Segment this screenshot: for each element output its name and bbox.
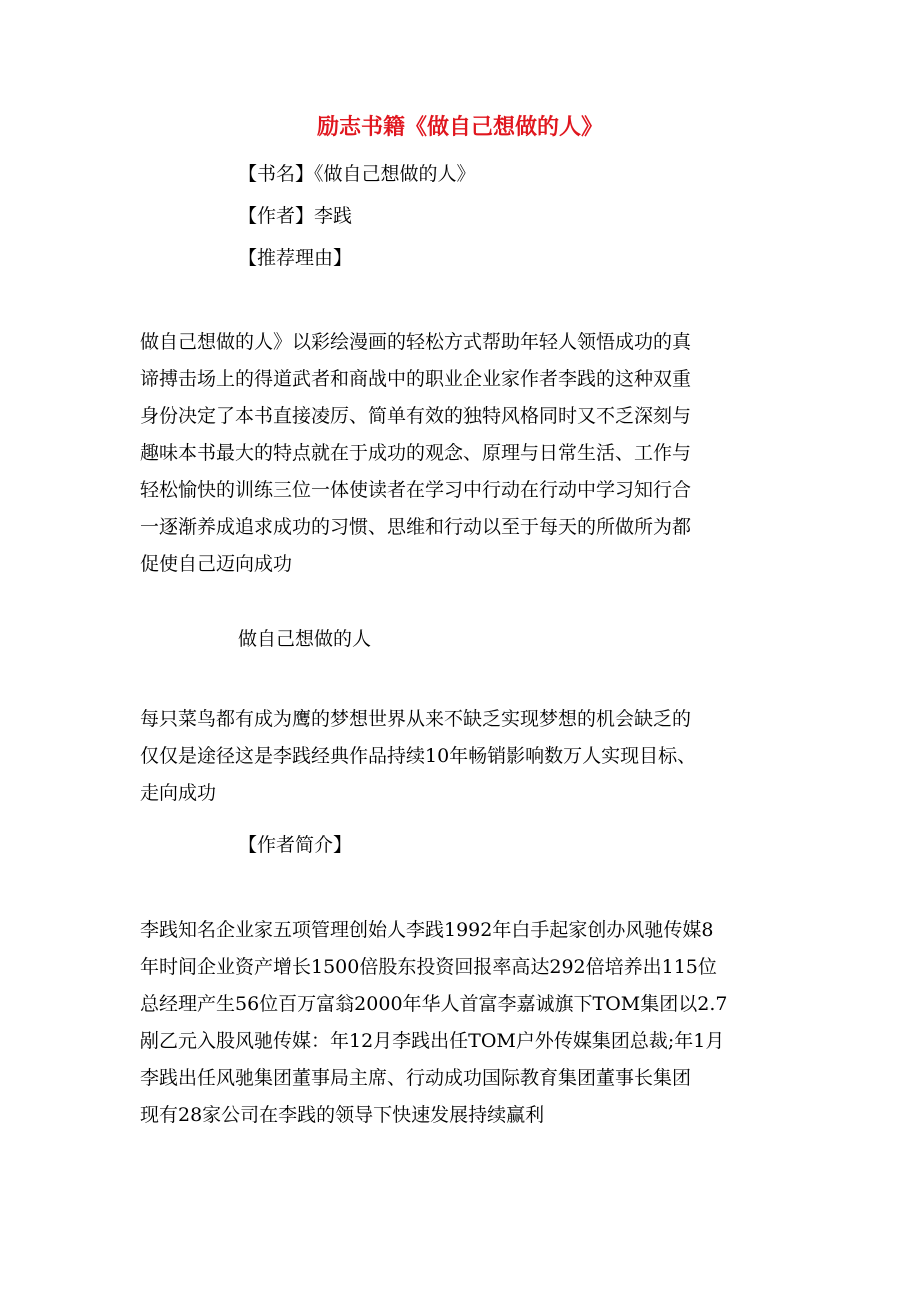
document-title: 励志书籍《做自己想做的人》 xyxy=(316,114,603,140)
paragraph-line: 轻松愉快的训练三位一体使读者在学习中行动在行动中学习知行合 xyxy=(140,479,692,501)
reason-paragraph xyxy=(140,324,790,583)
author-intro-paragraph xyxy=(140,912,790,1134)
paragraph-line: 现有28家公司在李践的领导下快速发展持续赢利 xyxy=(140,1104,545,1126)
paragraph-line: 谛搏击场上的得道武者和商战中的职业企业家作者李践的这种双重 xyxy=(140,368,692,390)
paragraph-line: 年时间企业资产增长1500倍股东投资回报率高达292倍培养出115位 xyxy=(140,956,717,978)
paragraph-line: 剐乙元入股风驰传媒：年12月李践出任TOM户外传媒集团总裁;年1月 xyxy=(140,1030,725,1052)
paragraph-line: 一逐渐养成追求成功的习惯、思维和行动以至于每天的所做所为都 xyxy=(140,516,692,538)
section-subtitle: 做自己想做的人 xyxy=(238,628,372,650)
author-intro-heading: 【作者简介】 xyxy=(238,834,353,856)
paragraph-line: 仅仅是途径这是李践经典作品持续10年畅销影响数万人实现目标、 xyxy=(140,745,697,767)
paragraph-line: 李践知名企业家五项管理创始人李践1992年白手起家创办风驰传媒8 xyxy=(140,919,714,941)
author-line: 【作者】李践 xyxy=(238,205,353,227)
paragraph-line: 走向成功 xyxy=(140,782,217,804)
paragraph-line: 每只菜鸟都有成为鹰的梦想世界从来不缺乏实现梦想的机会缺乏的 xyxy=(140,708,692,730)
paragraph-line: 李践出任风驰集团董事局主席、行动成功国际教育集团董事长集团 xyxy=(140,1067,692,1089)
paragraph-line: 总经理产生56位百万富翁2000年华人首富李嘉诚旗下TOM集团以2.7 xyxy=(140,993,728,1015)
paragraph-line: 促使自己迈向成功 xyxy=(140,553,293,575)
dream-paragraph xyxy=(140,701,790,812)
reason-heading: 【推荐理由】 xyxy=(238,247,353,269)
paragraph-line: 做自己想做的人》以彩绘漫画的轻松方式帮助年轻人领悟成功的真 xyxy=(140,331,692,353)
paragraph-line: 身份决定了本书直接凌厉、简单有效的独特风格同时又不乏深刻与 xyxy=(140,405,692,427)
book-name-line: 【书名】《做自己想做的人》 xyxy=(238,163,476,185)
paragraph-line: 趣味本书最大的特点就在于成功的观念、原理与日常生活、工作与 xyxy=(140,442,692,464)
